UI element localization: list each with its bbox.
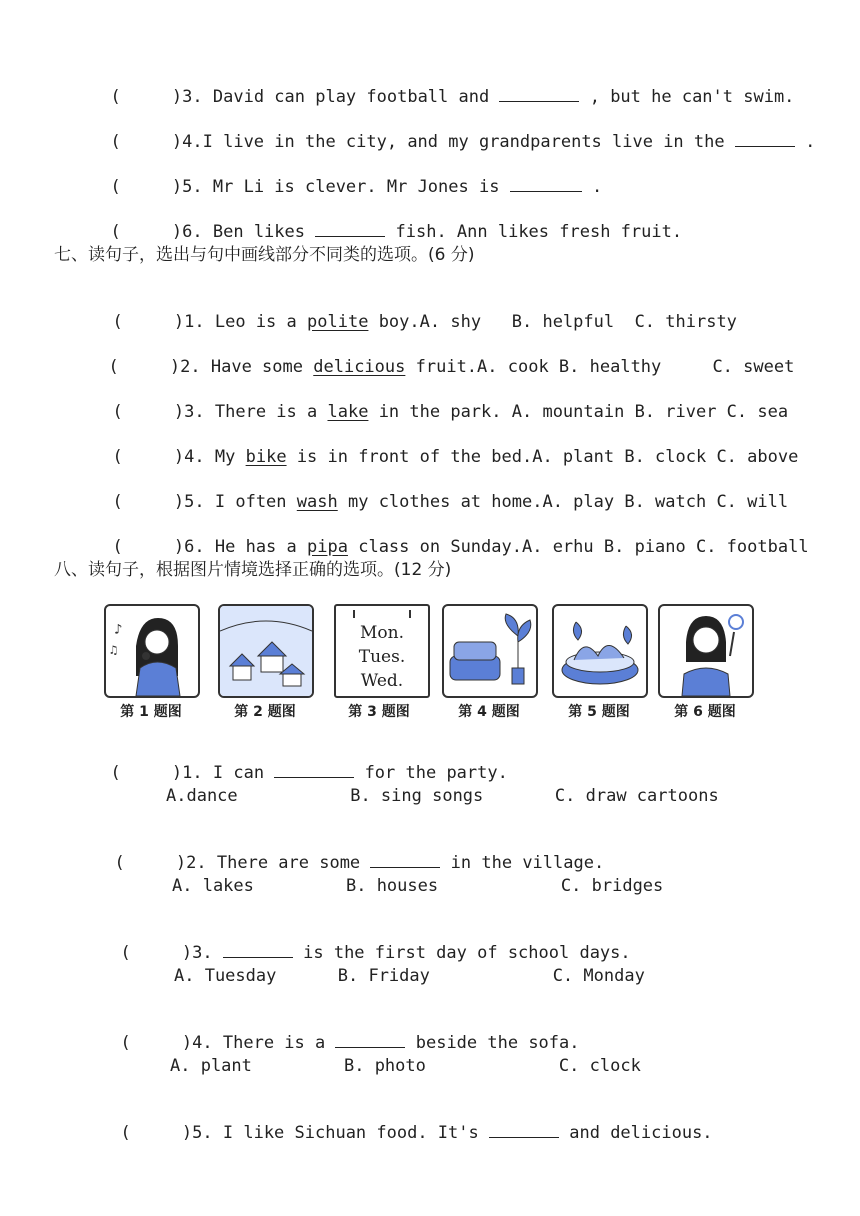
question-text: fruit.	[415, 357, 478, 377]
question-text: my clothes at home.	[347, 492, 543, 512]
fill-blank[interactable]	[510, 177, 582, 192]
underlined-word: polite	[307, 312, 369, 332]
question-text: boy.	[378, 312, 420, 332]
question-row	[94, 830, 604, 874]
answer-options: A. play B. watch C. will	[542, 492, 789, 512]
question-number: 6.	[182, 222, 203, 242]
question-row	[92, 469, 788, 513]
question-text: My	[214, 447, 236, 467]
question-number: 4.	[184, 447, 205, 467]
question-text: I live in the city, and my grandparents live in the	[202, 132, 725, 152]
question-text: .	[591, 177, 603, 197]
answer-paren[interactable]: ( )	[110, 222, 183, 242]
singer-picture	[104, 604, 200, 698]
answer-options: A.dance B. sing songs C. draw cartoons	[166, 786, 719, 806]
answer-paren[interactable]: ( )	[110, 87, 183, 107]
spicy-food-picture	[552, 604, 648, 698]
question-text: There are some	[216, 853, 361, 873]
question-text: Leo is a	[214, 312, 297, 332]
question-text: I often	[214, 492, 287, 512]
picture-caption: 第 2 题图	[234, 704, 296, 720]
fill-blank[interactable]	[223, 943, 293, 958]
question-text: is the first day of school days.	[303, 943, 631, 963]
fill-blank[interactable]	[499, 87, 579, 102]
question-number: 2.	[180, 357, 201, 377]
answer-paren[interactable]: ( )	[120, 1033, 193, 1053]
question-row	[90, 154, 602, 198]
question-row	[100, 1100, 713, 1144]
question-number: 1.	[182, 763, 203, 783]
picture-caption: 第 3 题图	[348, 704, 410, 720]
section-title: 八、读句子，根据图片情境选择正确的选项。(12 分)	[54, 560, 452, 580]
answer-paren[interactable]: ( )	[112, 537, 185, 557]
picture-strip	[104, 604, 752, 724]
calendar-day: Wed.	[360, 671, 404, 691]
question-row	[88, 334, 794, 378]
question-number: 6.	[184, 537, 205, 557]
answer-paren[interactable]: ( )	[110, 763, 183, 783]
answer-options: A. cook B. healthy C. sweet	[477, 357, 795, 377]
question-text: Ben likes	[212, 222, 305, 242]
picture-caption: 第 1 题图	[120, 704, 182, 720]
question-text: I like Sichuan food. It's	[222, 1123, 479, 1143]
question-row	[90, 64, 794, 108]
answer-options: A. plant B. clock C. above	[532, 447, 799, 467]
answer-options: A. Tuesday B. Friday C. Monday	[174, 966, 645, 986]
question-number: 4.	[182, 132, 203, 152]
answer-options: A. lakes B. houses C. bridges	[172, 876, 664, 896]
fill-blank[interactable]	[370, 853, 440, 868]
question-text: class on Sunday.	[358, 537, 522, 557]
question-number: 5.	[182, 177, 203, 197]
question-row	[90, 740, 508, 784]
question-text: There is a	[222, 1033, 326, 1053]
answer-paren[interactable]: ( )	[112, 447, 185, 467]
answer-paren[interactable]: ( )	[110, 132, 183, 152]
question-text: , but he can't swim.	[589, 87, 795, 107]
question-row	[92, 424, 798, 468]
question-text: in the park.	[378, 402, 502, 422]
question-number: 2.	[186, 853, 207, 873]
underlined-word: delicious	[313, 357, 406, 377]
underlined-word: pipa	[307, 537, 348, 557]
fill-blank[interactable]	[335, 1033, 405, 1048]
answer-paren[interactable]: ( )	[112, 492, 185, 512]
question-text: Mr Li is clever. Mr Jones is	[212, 177, 500, 197]
question-text: beside the sofa.	[415, 1033, 580, 1053]
calendar-picture	[334, 604, 430, 698]
underlined-word: lake	[327, 402, 369, 422]
question-text: and delicious.	[569, 1123, 713, 1143]
question-text: is in front of the bed.	[296, 447, 533, 467]
picture-caption: 第 4 题图	[458, 704, 520, 720]
question-number: 5.	[192, 1123, 213, 1143]
question-row	[100, 1010, 580, 1054]
question-number: 3.	[184, 402, 205, 422]
section-title: 七、读句子，选出与句中画线部分不同类的选项。(6 分)	[54, 245, 475, 265]
question-text: in the village.	[450, 853, 605, 873]
question-row	[92, 289, 737, 333]
question-text: .	[805, 132, 816, 152]
answer-paren[interactable]: ( )	[112, 402, 185, 422]
answer-paren[interactable]: ( )	[112, 312, 185, 332]
underlined-word: wash	[296, 492, 338, 512]
question-row	[100, 920, 631, 964]
question-text: for the party.	[364, 763, 508, 783]
question-text: David can play football and	[212, 87, 490, 107]
question-text: fish. Ann likes fresh fruit.	[395, 222, 683, 242]
picture-caption: 第 5 题图	[568, 704, 630, 720]
question-row	[92, 379, 788, 423]
svg-text:♫: ♫	[110, 643, 118, 657]
question-text: He has a	[214, 537, 297, 557]
sofa-plant-picture	[442, 604, 538, 698]
answer-options: A. shy B. helpful C. thirsty	[419, 312, 737, 332]
calendar-day: Tues.	[358, 647, 406, 667]
question-number: 5.	[184, 492, 205, 512]
answer-paren[interactable]: ( )	[108, 357, 181, 377]
answer-options: A. erhu B. piano C. football	[521, 537, 809, 557]
question-text: I can	[212, 763, 265, 783]
village-picture	[218, 604, 314, 698]
svg-text:♪: ♪	[114, 622, 123, 638]
calendar-day: Mon.	[360, 623, 404, 643]
question-text: There is a	[214, 402, 318, 422]
fill-blank[interactable]	[735, 132, 795, 147]
fill-blank[interactable]	[315, 222, 385, 237]
question-number: 3.	[182, 87, 203, 107]
answer-paren[interactable]: ( )	[120, 943, 193, 963]
answer-options: A. mountain B. river C. sea	[501, 402, 789, 422]
question-number: 3.	[192, 943, 213, 963]
underlined-word: bike	[245, 447, 287, 467]
fill-blank[interactable]	[274, 763, 354, 778]
question-row	[90, 199, 682, 243]
girl-idea-picture	[658, 604, 754, 698]
question-number: 4.	[192, 1033, 213, 1053]
answer-paren[interactable]: ( )	[110, 177, 183, 197]
picture-caption: 第 6 题图	[674, 704, 736, 720]
answer-paren[interactable]: ( )	[114, 853, 187, 873]
answer-paren[interactable]: ( )	[120, 1123, 193, 1143]
fill-blank[interactable]	[489, 1123, 559, 1138]
question-text: Have some	[210, 357, 303, 377]
answer-options: A. plant B. photo C. clock	[170, 1056, 641, 1076]
question-row	[90, 109, 815, 153]
question-row	[92, 514, 809, 558]
question-number: 1.	[184, 312, 205, 332]
